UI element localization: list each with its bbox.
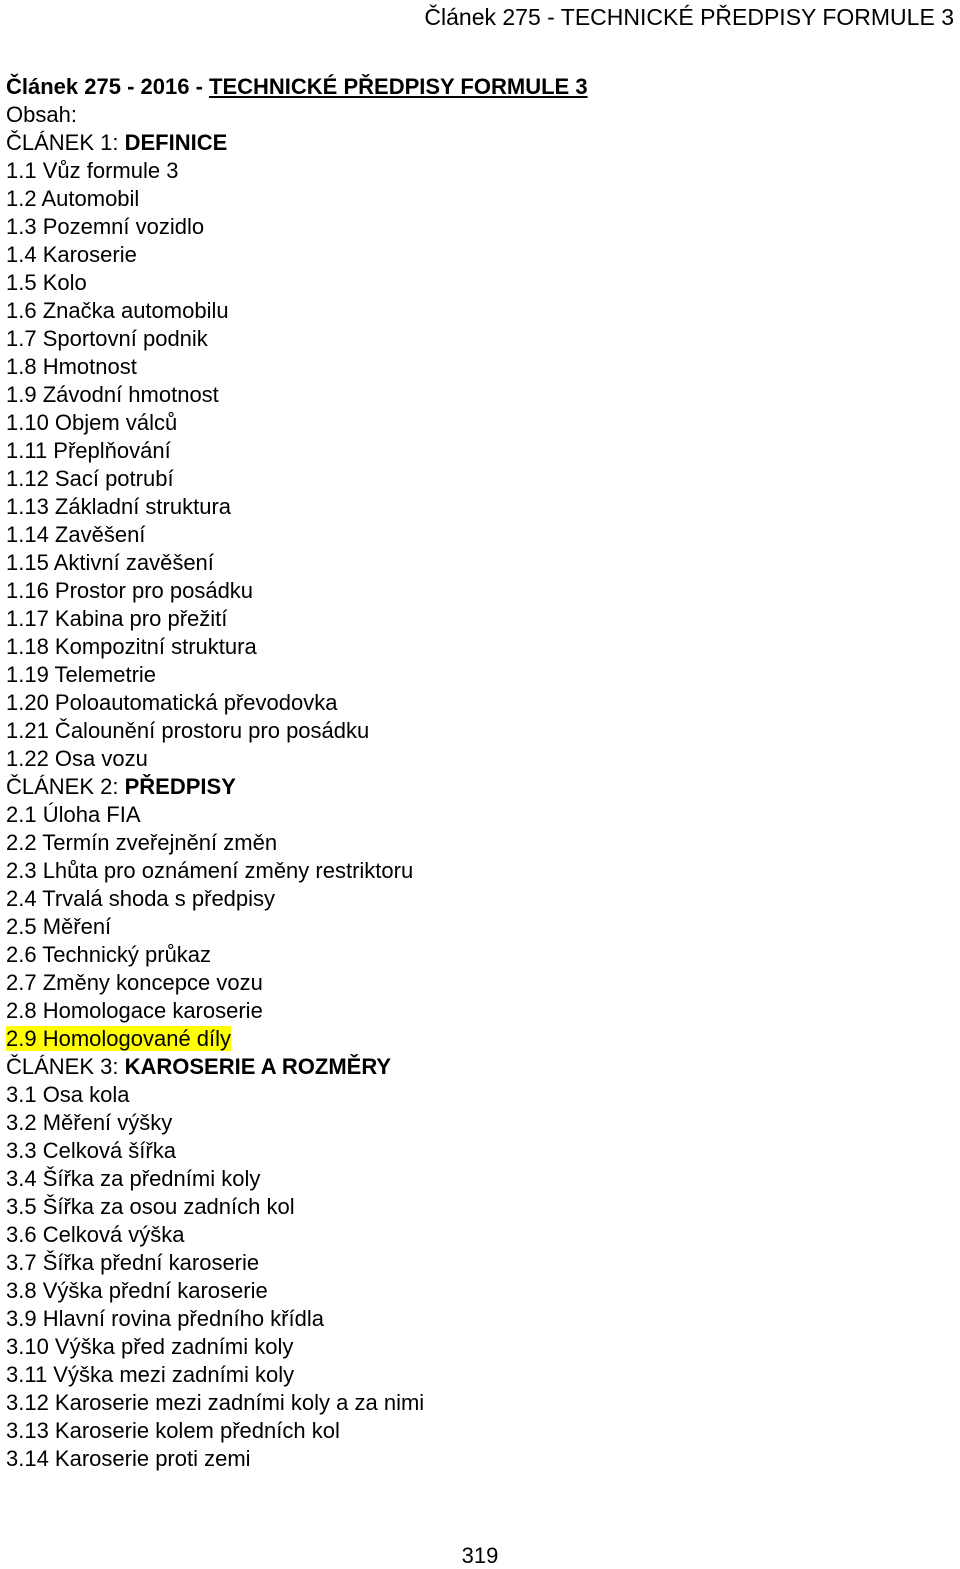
toc-entry [6,521,946,549]
toc-entry-text: 2.3 Lhůta pro oznámení změny restriktoru [6,858,414,883]
toc-entry-text: 1.13 Základní struktura [6,494,232,519]
toc-entry [6,745,946,773]
toc-entry [6,157,946,185]
toc-entry [6,661,946,689]
toc-entry-text: 2.9 Homologované díly [6,1026,232,1051]
document-title-prefix: Článek 275 - 2016 - [6,74,210,99]
table-of-contents [6,73,946,1473]
toc-entry [6,409,946,437]
toc-entry-text: 1.9 Závodní hmotnost [6,382,219,407]
toc-entry-text: 3.14 Karoserie proti zemi [6,1446,251,1471]
toc-entry [6,913,946,941]
toc-entry-text: 1.16 Prostor pro posádku [6,578,254,603]
article-heading-2 [6,773,946,801]
toc-entry-text: 2.1 Úloha FIA [6,802,141,827]
toc-entry-text: 3.8 Výška přední karoserie [6,1278,268,1303]
toc-entry-text: 1.14 Zavěšení [6,522,146,547]
document-title [6,73,946,101]
toc-entry [6,465,946,493]
toc-entry-text: 1.5 Kolo [6,270,87,295]
toc-entry [6,549,946,577]
toc-entry [6,997,946,1025]
toc-entry-text: 3.4 Šířka za předními koly [6,1166,261,1191]
toc-entry [6,885,946,913]
toc-entry [6,1165,946,1193]
toc-entry-text: 2.2 Termín zveřejnění změn [6,830,278,855]
toc-entry [6,801,946,829]
document-title-main: TECHNICKÉ PŘEDPISY FORMULE 3 [209,74,588,99]
toc-entry-text: 1.19 Telemetrie [6,662,157,687]
toc-entry [6,1333,946,1361]
toc-entry-text: 3.11 Výška mezi zadními koly [6,1362,295,1387]
toc-entry [6,269,946,297]
toc-entry-text: 1.15 Aktivní zavěšení [6,550,214,575]
toc-entry-text: 3.6 Celková výška [6,1222,185,1247]
toc-entry-text: 1.22 Osa vozu [6,746,148,771]
toc-entry [6,213,946,241]
toc-entry [6,969,946,997]
toc-entry [6,353,946,381]
toc-entry-text: 1.11 Přeplňování [6,438,171,463]
toc-entry-text: 2.5 Měření [6,914,112,939]
article-name: DEFINICE [124,130,228,155]
running-header: Článek 275 - TECHNICKÉ PŘEDPISY FORMULE 3 [424,4,954,30]
toc-entry [6,577,946,605]
toc-entry-text: 2.8 Homologace karoserie [6,998,263,1023]
toc-entry [6,633,946,661]
toc-entry [6,689,946,717]
toc-entry [6,493,946,521]
toc-entry [6,1109,946,1137]
toc-entry-text: 1.1 Vůz formule 3 [6,158,179,183]
toc-entry [6,1249,946,1277]
toc-entry-text: 1.6 Značka automobilu [6,298,229,323]
article-name: KAROSERIE A ROZMĚRY [124,1054,392,1079]
toc-entry [6,381,946,409]
toc-entry [6,1389,946,1417]
toc-entry-text: 1.10 Objem válců [6,410,178,435]
toc-entry-text: 3.2 Měření výšky [6,1110,173,1135]
toc-entry [6,1445,946,1473]
toc-entry-text: 3.7 Šířka přední karoserie [6,1250,260,1275]
toc-entry [6,829,946,857]
toc-entry [6,1305,946,1333]
article-prefix: ČLÁNEK 3: [6,1054,125,1079]
toc-entry [6,857,946,885]
article-heading-1 [6,129,946,157]
toc-entry-text: 1.17 Kabina pro přežití [6,606,228,631]
toc-entry-text: 1.21 Čalounění prostoru pro posádku [6,718,370,743]
article-3-items [6,1081,946,1473]
toc-entry-text: 3.12 Karoserie mezi zadními koly a za nimi [6,1390,425,1415]
toc-entry [6,437,946,465]
toc-entry-text: 3.3 Celková šířka [6,1138,176,1163]
article-2-items [6,801,946,1053]
toc-entry [6,1137,946,1165]
toc-entry-text: 1.12 Sací potrubí [6,466,174,491]
toc-entry [6,1025,946,1053]
toc-entry-text: 3.1 Osa kola [6,1082,130,1107]
article-name: PŘEDPISY [124,774,236,799]
toc-entry [6,941,946,969]
toc-entry-text: 1.18 Kompozitní struktura [6,634,257,659]
toc-entry-text: 1.3 Pozemní vozidlo [6,214,205,239]
toc-entry [6,717,946,745]
toc-entry-text: 3.9 Hlavní rovina předního křídla [6,1306,324,1331]
toc-entry [6,1277,946,1305]
article-heading-3 [6,1053,946,1081]
contents-label: Obsah: [6,102,77,127]
toc-entry-text: 2.6 Technický průkaz [6,942,212,967]
toc-entry-text: 1.2 Automobil [6,186,140,211]
article-prefix: ČLÁNEK 1: [6,130,125,155]
toc-entry-text: 1.7 Sportovní podnik [6,326,208,351]
toc-entry [6,1221,946,1249]
toc-entry-text: 1.4 Karoserie [6,242,137,267]
toc-entry-text: 3.10 Výška před zadními koly [6,1334,294,1359]
toc-entry [6,185,946,213]
toc-entry [6,1361,946,1389]
toc-entry [6,297,946,325]
toc-entry [6,1417,946,1445]
article-prefix: ČLÁNEK 2: [6,774,125,799]
page-number: 319 [461,1543,499,1568]
toc-entry [6,241,946,269]
toc-entry-text: 2.7 Změny koncepce vozu [6,970,263,995]
toc-entry-text: 2.4 Trvalá shoda s předpisy [6,886,276,911]
article-1-items [6,157,946,773]
toc-entry-text: 3.5 Šířka za osou zadních kol [6,1194,295,1219]
toc-entry [6,1081,946,1109]
toc-entry [6,1193,946,1221]
toc-entry [6,605,946,633]
toc-entry-text: 3.13 Karoserie kolem předních kol [6,1418,340,1443]
toc-entry [6,325,946,353]
toc-entry-text: 1.20 Poloautomatická převodovka [6,690,338,715]
toc-entry-text: 1.8 Hmotnost [6,354,137,379]
